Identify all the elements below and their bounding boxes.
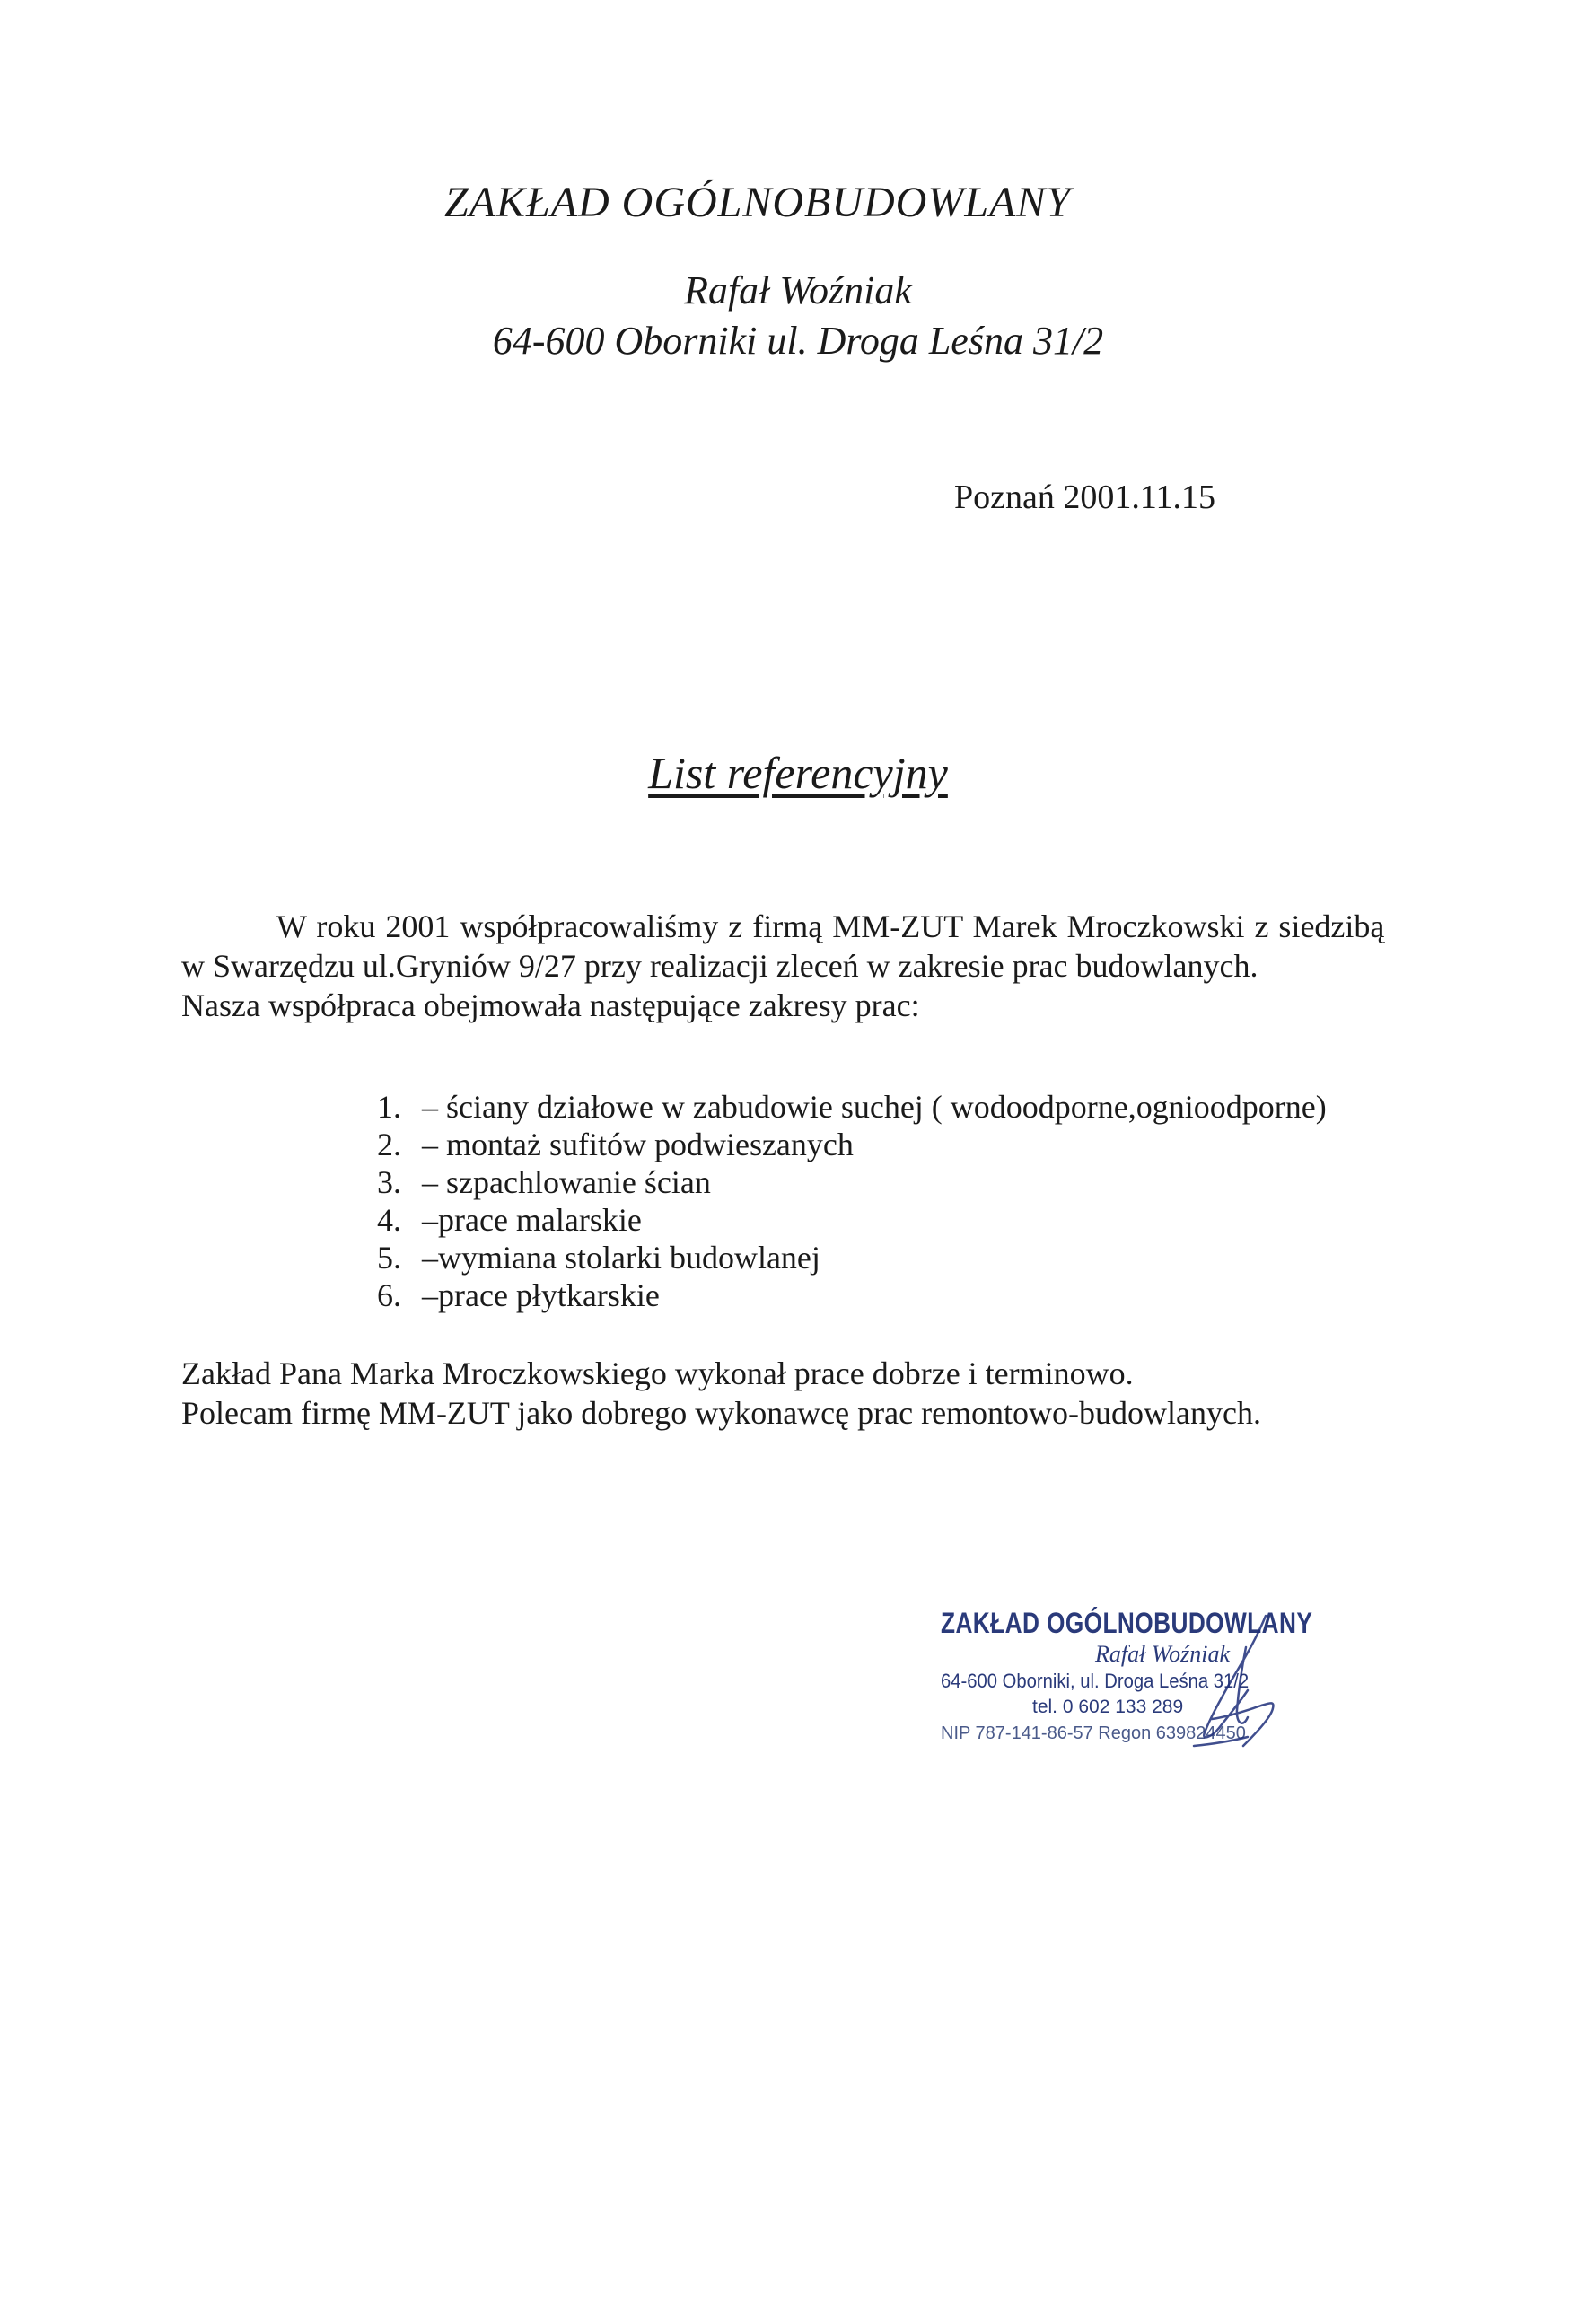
closing-line: Polecam firmę MM-ZUT jako dobrego wykonawcę prac remontowo-budowlanych. <box>181 1395 1261 1431</box>
list-item <box>377 1276 1327 1314</box>
list-item <box>377 1126 1327 1163</box>
list-item <box>377 1163 1327 1201</box>
list-item-text: – ściany działowe w zabudowie suchej ( wodoodporne,ognioodporne) <box>422 1089 1327 1125</box>
list-item <box>377 1088 1327 1126</box>
stamp-ids: NIP 787-141-86-57 Regon 639824450 <box>941 1724 1246 1743</box>
list-item-text: – montaż sufitów podwieszanych <box>422 1127 854 1162</box>
list-item <box>377 1239 1327 1276</box>
list-item-number: 2. <box>377 1127 401 1162</box>
closing-paragraph <box>181 1354 1438 1433</box>
document-title: List referencyjny <box>648 748 948 798</box>
list-item-number: 1. <box>377 1089 401 1125</box>
intro-paragraph <box>181 907 1438 1025</box>
intro-line: Nasza współpraca obejmowała następujące zakresy prac: <box>181 987 920 1023</box>
place-date: Poznań 2001.11.15 <box>954 478 1215 516</box>
list-item-text: – szpachlowanie ścian <box>422 1164 711 1200</box>
closing-line: Zakład Pana Marka Mroczkowskiego wykonał prace dobrze i terminowo. <box>181 1355 1134 1391</box>
list-item-number: 4. <box>377 1202 401 1238</box>
intro-line: w Swarzędzu ul.Gryniów 9/27 przy realizacji zleceń w zakresie prac budowlanych. <box>181 948 1258 984</box>
stamp-owner: Rafał Woźniak <box>1095 1641 1230 1667</box>
list-item-text: –prace płytkarskie <box>422 1277 660 1313</box>
list-item <box>377 1201 1327 1239</box>
intro-line: W roku 2001 współpracowaliśmy z firmą MM-ZUT Marek Mroczkowski z siedzibą <box>276 908 1385 944</box>
stamp-phone: tel. 0 602 133 289 <box>1032 1697 1184 1717</box>
list-item-text: –wymiana stolarki budowlanej <box>422 1240 820 1276</box>
stamp-address: 64-600 Oborniki, ul. Droga Leśna 31/2 <box>941 1670 1250 1692</box>
list-item-number: 3. <box>377 1164 401 1200</box>
handwritten-signature <box>1158 1611 1311 1764</box>
letterhead-owner: Rafał Woźniak <box>684 268 912 312</box>
list-item-number: 6. <box>377 1277 401 1313</box>
stamp-company: ZAKŁAD OGÓLNOBUDOWLANY <box>941 1607 1313 1639</box>
list-item-number: 5. <box>377 1240 401 1276</box>
letterhead-company: ZAKŁAD OGÓLNOBUDOWLANY <box>443 179 1072 226</box>
letterhead-address: 64-600 Oborniki ul. Droga Leśna 31/2 <box>492 319 1104 363</box>
list-item-text: –prace malarskie <box>422 1202 642 1238</box>
works-list <box>377 1088 1327 1314</box>
